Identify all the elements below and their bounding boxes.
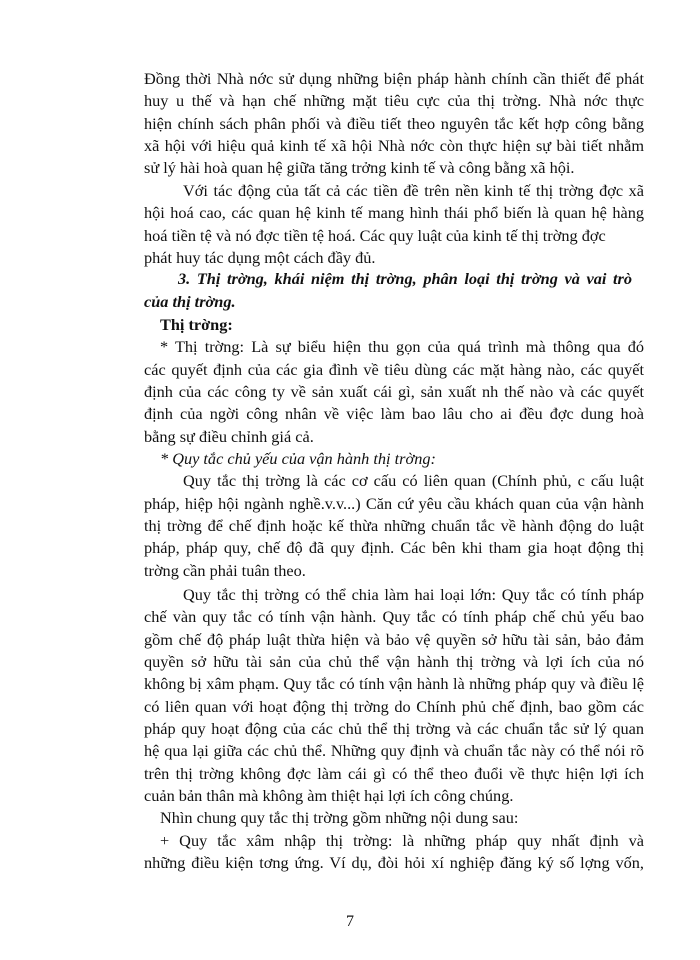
text-line: Quy tắc thị trờng là các cơ cấu có liên quan (Chính phủ, c cấu luật [183,471,644,491]
text-line: pháp, hiệp hội ngành nghề.v.v...) Căn cứ yêu cầu khách quan của vận hành [144,493,644,513]
text-line: hệ qua lại giữa các chủ thể. Những quy định và chuẩn tắc này có thể nói rõ [144,741,644,761]
section-heading-cont: của thị trờng. [144,291,236,311]
text-line: có liên quan với hoạt động thị trờng do Chính phủ chế định, bao gồm các [144,696,644,716]
text-line: quyền sở hữu tài sản của chủ thể vận hành thị trờng và lợi ích của nó [144,651,644,671]
text-line: phát huy tác dụng một cách đầy đủ. [144,247,376,267]
text-line: Với tác động của tất cả các tiền đề trên nền kinh tế thị trờng đợc xã [183,180,644,200]
section-heading: 3. Thị trờng, khái niệm thị trờng, phân loại thị trờng và vai trò [178,269,632,289]
text-line: xã hội với hiệu quả kinh tế xã hội Nhà nớc còn thực hiện sự bài tiết nhằm [144,136,644,156]
text-line: bằng sự điều chỉnh giá cả. [144,426,314,446]
text-line: pháp, pháp quy, chế độ đã quy định. Các bên khi tham gia hoạt động thị [144,538,644,558]
text-line: không bị xâm phạm. Quy tắc có tính vận hành là những pháp quy và điều lệ [144,674,644,694]
text-line: Nhìn chung quy tắc thị trờng gồm những nội dung sau: [160,808,519,828]
text-line: sử lý hài hoà quan hệ giữa tăng trởng kinh tế và công bằng xã hội. [144,158,575,178]
text-line: các quyết định của các gia đình về tiêu dùng các mặt hàng nào, các quyết [144,359,644,379]
page-number: 7 [346,913,354,930]
text-line: pháp quy hoạt động của các chủ thể thị trờng và các chuẩn tắc sử lý quan [144,718,644,738]
text-line: định của ngời công nhân về việc làm bao lâu cho ai đều đợc dung hoà [144,404,644,424]
subheading-thi-truong: Thị trờng: [160,314,233,334]
text-line: hiện chính sách phân phối và điều tiết theo nguyên tắc kết hợp công bằng [144,113,644,133]
text-line: định của các công ty về sản xuất cái gì, sản xuất nh thế nào và các quyết [144,381,644,401]
text-line: hoá tiền tệ và nó đợc tiền tệ hoá. Các quy luật của kinh tế thị trờng đợc [144,225,606,245]
text-line: Đồng thời Nhà nớc sử dụng những biện pháp hành chính cần thiết để phát [144,69,644,88]
text-line: chế vàn quy tắc có tính vận hành. Quy tắc có tính pháp chế chủ yếu bao [144,607,644,627]
text-line: những điều kiện tơng ứng. Ví dụ, đòi hỏi xí nghiệp đăng ký số lợng vốn, [144,853,644,872]
text-line: cuản bản thân mà không àm thiệt hại lợi ích công chúng. [144,785,514,805]
text-line: * Thị trờng: Là sự biểu hiện thu gọn của quá trình mà thông qua đó [160,337,644,357]
subheading-quy-tac: * Quy tắc chủ yếu của vận hành thị trờng: [160,449,436,468]
text-line: huy u thế và hạn chế những mặt tiêu cực của thị trờng. Nhà nớc thực [144,91,644,111]
text-line: thị trờng để chế định hoặc kế thừa những chuẩn tắc về hành động do luật [144,516,644,535]
text-line: trên thị trờng không đợc làm cái gì có thể theo đuổi về thực hiện lợi ích [144,763,644,783]
text-line: + Quy tắc xâm nhập thị trờng: là những pháp quy nhất định và [160,830,644,850]
text-line: Quy tắc thị trờng có thể chia làm hai loại lớn: Quy tắc có tính pháp [183,584,644,604]
text-line: hội hoá cao, các quan hệ kinh tế mang hình thái phổ biến là quan hệ hàng [144,203,644,223]
text-line: gồm chế độ pháp luật thừa hiện và bảo vệ quyền sở hữu tài sản, bảo đảm [144,629,644,649]
text-line: trờng cần phải tuân theo. [144,560,306,580]
